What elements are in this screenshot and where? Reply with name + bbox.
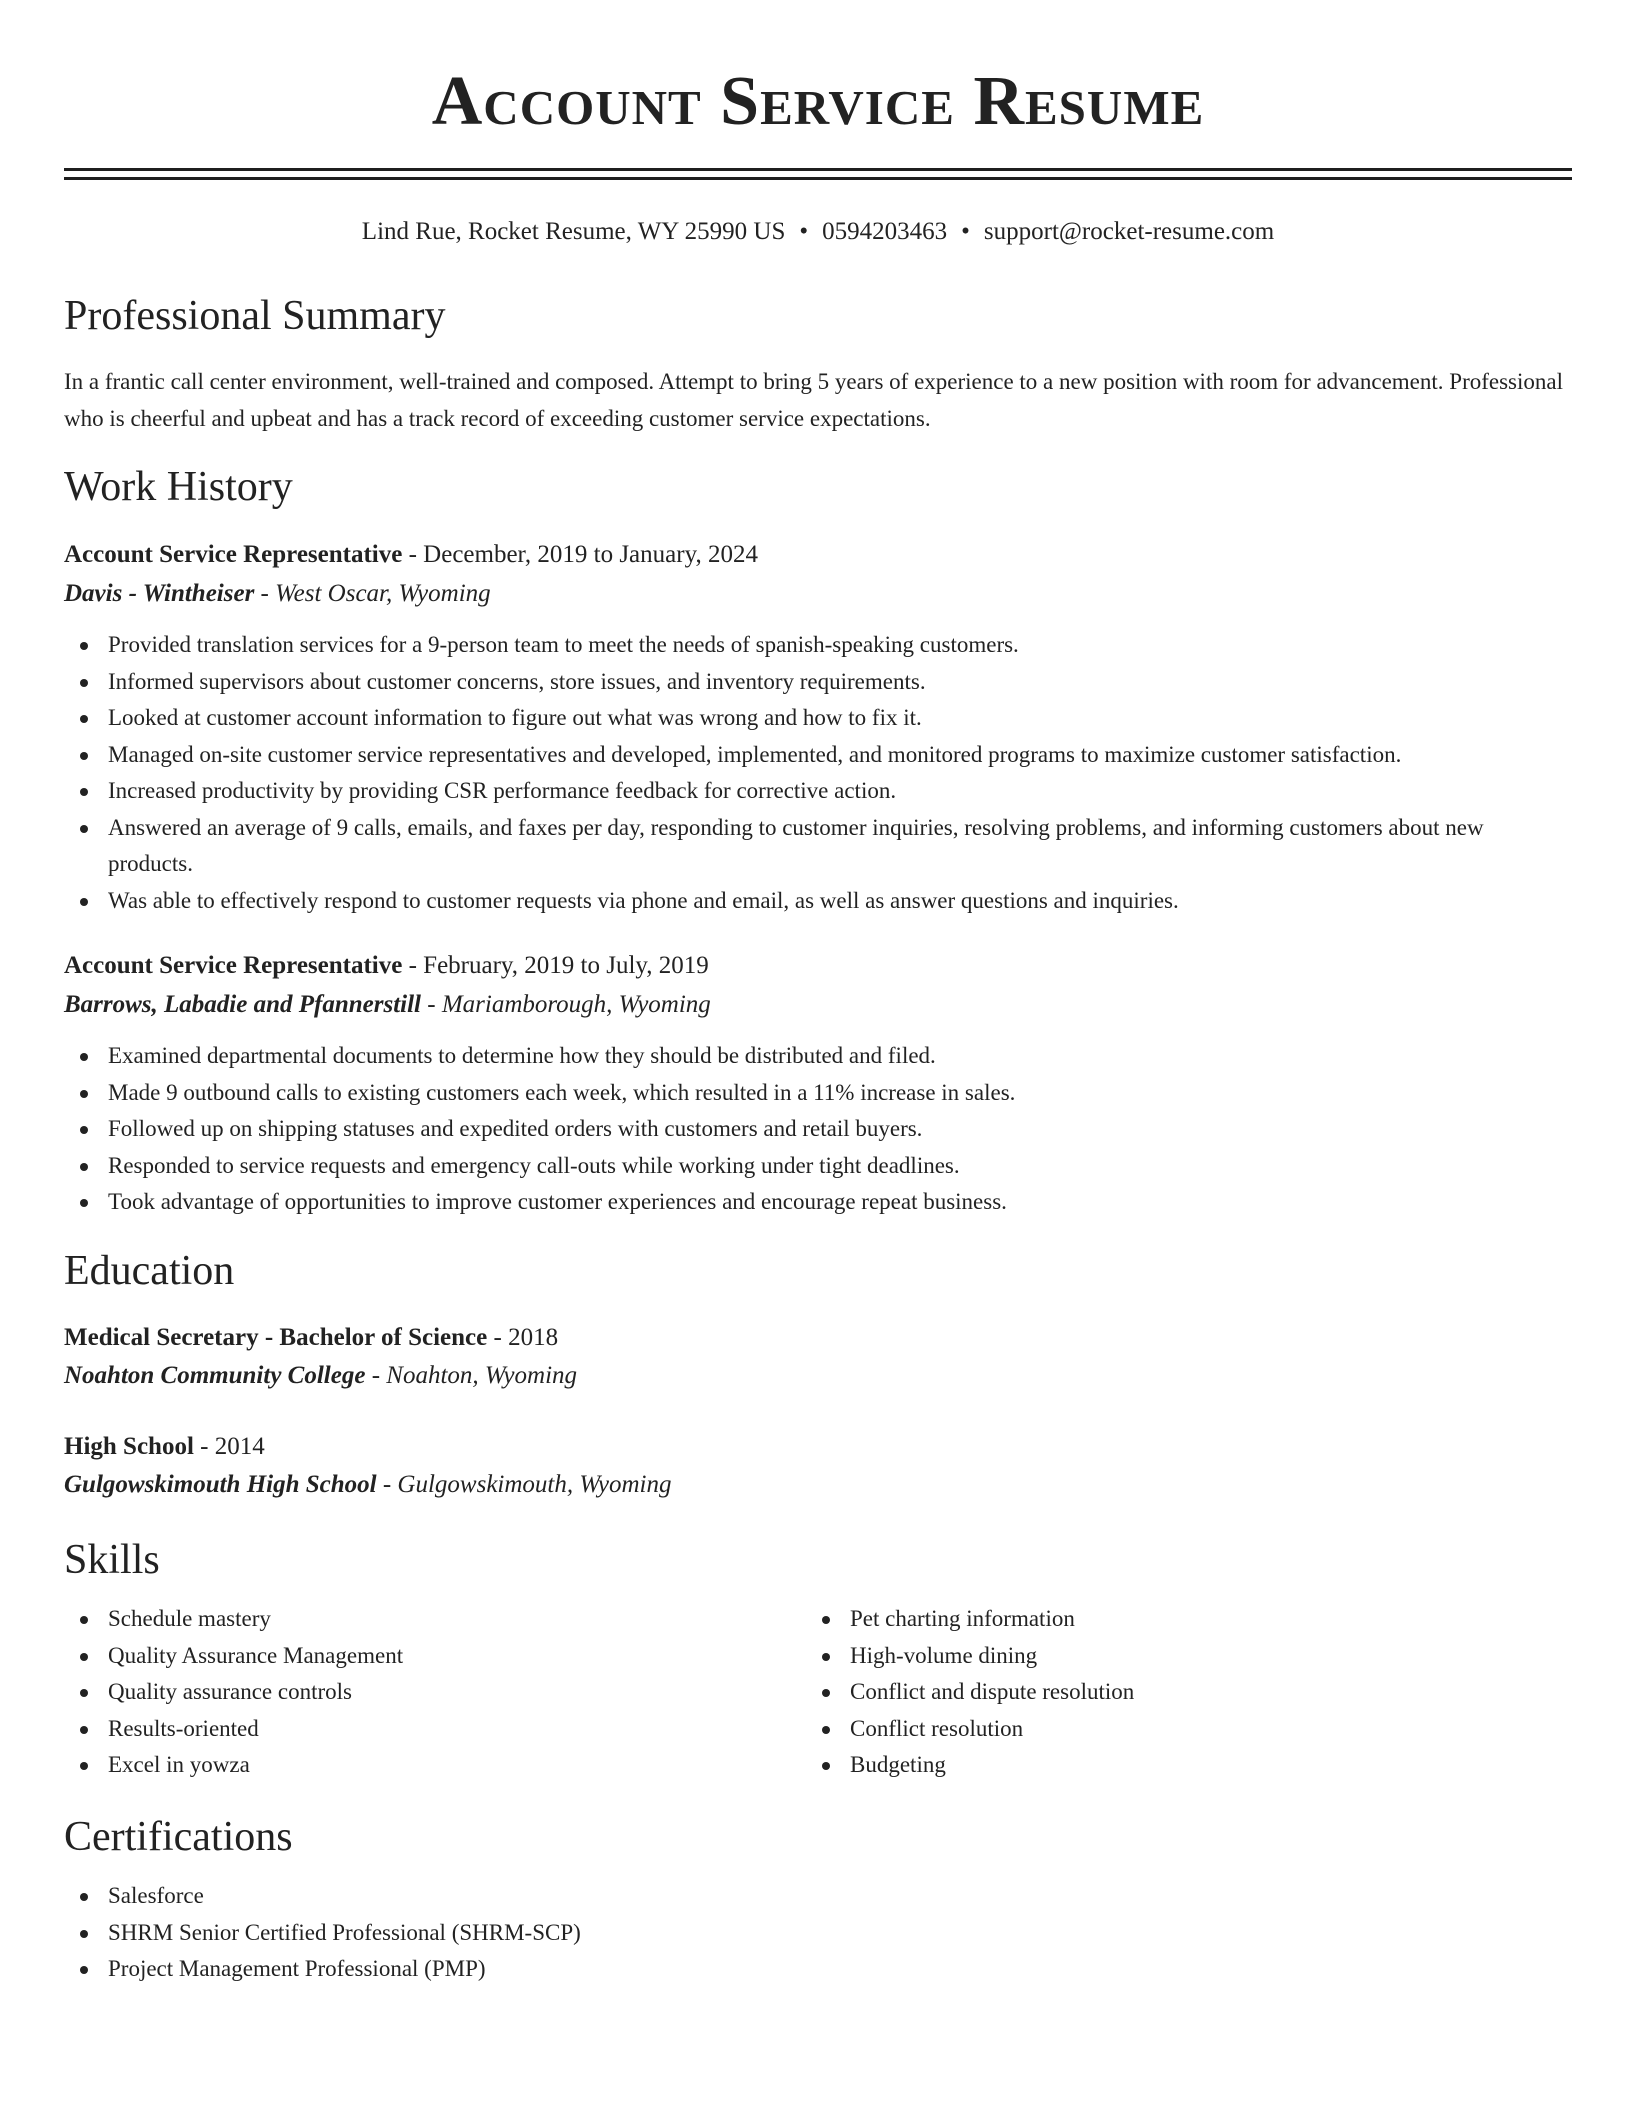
list-item: Pet charting information (806, 1601, 1632, 1638)
contact-email[interactable]: support@rocket-resume.com (983, 218, 1275, 245)
job-2-company-line (64, 987, 711, 1023)
skills-heading: Skills (64, 1537, 160, 1583)
job-location: - Mariamborough, Wyoming (421, 991, 711, 1018)
list-item: Provided translation services for a 9-person team to meet the needs of spanish-speaking customers. (64, 627, 1572, 664)
summary-heading: Professional Summary (64, 293, 446, 339)
education-degree: Medical Secretary - Bachelor of Science (64, 1324, 488, 1351)
education-2-degree-line (64, 1429, 265, 1465)
list-item: Salesforce (64, 1878, 1572, 1915)
list-item: Managed on-site customer service representatives and developed, implemented, and monitored programs to maximize customer satisfaction. (64, 737, 1572, 774)
list-item: Was able to effectively respond to customer requests via phone and email, as well as answer questions and inquiries. (64, 883, 1572, 920)
list-item: Schedule mastery (64, 1601, 1572, 1638)
list-item: Made 9 outbound calls to existing customers each week, which resulted in a 11% increase in sales. (64, 1075, 1572, 1112)
education-location: - Noahton, Wyoming (365, 1362, 578, 1389)
list-item: Took advantage of opportunities to improve customer experiences and encourage repeat business. (64, 1184, 1572, 1221)
education-1-degree-line (64, 1320, 558, 1356)
job-title: Account Service Representative (64, 952, 403, 979)
contact-phone: 0594203463 (822, 218, 948, 245)
list-item: SHRM Senior Certified Professional (SHRM-SCP) (64, 1915, 1572, 1952)
work-history-heading: Work History (64, 464, 293, 510)
job-1-company-line (64, 576, 491, 612)
list-item: Followed up on shipping statuses and expedited orders with customers and retail buyers. (64, 1111, 1572, 1148)
list-item: Excel in yowza (64, 1747, 1572, 1784)
education-degree: High School (64, 1433, 194, 1460)
job-dates: - February, 2019 to July, 2019 (402, 952, 709, 979)
skills-list-right (806, 1601, 1632, 1784)
list-item: Budgeting (806, 1747, 1632, 1784)
list-item: Quality assurance controls (64, 1674, 1572, 1711)
resume-title: Account Service Resume (431, 63, 1205, 140)
certifications-heading: Certifications (64, 1814, 293, 1860)
job-1-title-line (64, 537, 758, 573)
education-location: - Gulgowskimouth, Wyoming (376, 1471, 672, 1498)
list-item: Conflict and dispute resolution (806, 1674, 1632, 1711)
job-location: - West Oscar, Wyoming (254, 580, 491, 607)
education-school: Gulgowskimouth High School (64, 1471, 377, 1498)
list-item: Quality Assurance Management (64, 1638, 1572, 1675)
job-dates: - December, 2019 to January, 2024 (402, 541, 758, 568)
list-item: Responded to service requests and emergency call-outs while working under tight deadlines. (64, 1148, 1572, 1185)
list-item: Examined departmental documents to determine how they should be distributed and filed. (64, 1038, 1572, 1075)
list-item: Results-oriented (64, 1711, 1572, 1748)
list-item: Project Management Professional (PMP) (64, 1951, 1572, 1988)
list-item: Informed supervisors about customer concerns, store issues, and inventory requirements. (64, 664, 1572, 701)
title-divider-thin (64, 177, 1572, 180)
list-item: Increased productivity by providing CSR performance feedback for corrective action. (64, 773, 1572, 810)
contact-address: Lind Rue, Rocket Resume, WY 25990 US (361, 218, 786, 245)
education-2-school-line (64, 1467, 672, 1503)
list-item: Conflict resolution (806, 1711, 1632, 1748)
education-1-school-line (64, 1358, 577, 1394)
list-item: High-volume dining (806, 1638, 1632, 1675)
title-divider-thick (64, 168, 1572, 171)
education-school: Noahton Community College (64, 1362, 366, 1389)
list-item: Answered an average of 9 calls, emails, and faxes per day, responding to customer inquiries, resolving problems, and informing customers about new products. (64, 810, 1572, 883)
education-heading: Education (64, 1248, 235, 1294)
job-company: Barrows, Labadie and Pfannerstill (64, 991, 421, 1018)
job-2-bullets (64, 1038, 1572, 1221)
job-title: Account Service Representative (64, 541, 403, 568)
summary-text: In a frantic call center environment, well-trained and composed. Attempt to bring 5 years of experience to a new position with room for advancement. Professional who is cheerful and upbeat and has a track record of exceeding customer service expectations. (64, 369, 1563, 431)
education-year: - 2018 (487, 1324, 559, 1351)
resume-page (64, 0, 1572, 1981)
job-company: Davis - Wintheiser (64, 580, 255, 607)
certifications-list (64, 1878, 1572, 1988)
job-2-title-line (64, 948, 709, 984)
contact-separator: • (961, 218, 970, 245)
education-year: - 2014 (193, 1433, 265, 1460)
contact-separator: • (799, 218, 809, 245)
job-1-bullets (64, 627, 1572, 919)
contact-line (64, 214, 1572, 250)
list-item: Looked at customer account information to figure out what was wrong and how to fix it. (64, 700, 1572, 737)
